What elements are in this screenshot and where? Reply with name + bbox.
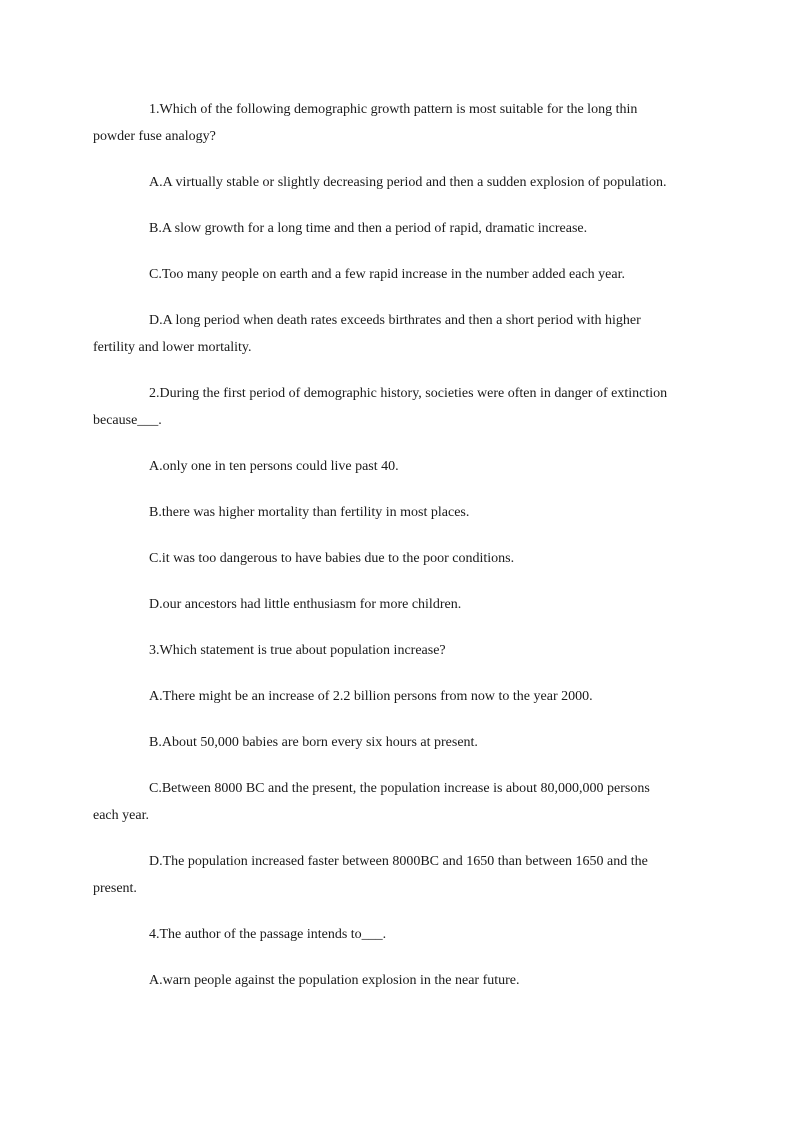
text-line: A.warn people against the population explosion in the near future.	[149, 973, 520, 988]
text-line: D.our ancestors had little enthusiasm for more children.	[149, 597, 462, 612]
text-line: each year.	[93, 808, 149, 823]
text-line: D.The population increased faster between 8000BC and 1650 than between 1650 and the	[149, 854, 648, 869]
text-line: B.there was higher mortality than fertility in most places.	[149, 505, 470, 520]
question-2	[93, 380, 681, 434]
text-line: A.only one in ten persons could live past 40.	[149, 459, 399, 474]
text-line: B.About 50,000 babies are born every six hours at present.	[149, 735, 478, 750]
question-4	[121, 921, 681, 948]
text-line: 3.Which statement is true about population increase?	[149, 643, 446, 658]
option-1b	[121, 215, 681, 242]
text-line: C.Between 8000 BC and the present, the population increase is about 80,000,000 persons	[149, 781, 650, 796]
option-3c	[93, 775, 681, 829]
text-line: fertility and lower mortality.	[93, 340, 252, 355]
text-line: C.Too many people on earth and a few rapid increase in the number added each year.	[149, 267, 625, 282]
text-line: 1.Which of the following demographic growth pattern is most suitable for the long thin	[149, 102, 638, 117]
question-1	[93, 96, 681, 150]
question-3	[121, 637, 681, 664]
option-2c	[121, 545, 681, 572]
option-2a	[121, 453, 681, 480]
option-1a	[121, 169, 681, 196]
option-3d	[93, 848, 681, 902]
text-line: A.A virtually stable or slightly decreasing period and then a sudden explosion of population.	[149, 175, 667, 190]
text-line: A.There might be an increase of 2.2 billion persons from now to the year 2000.	[149, 689, 593, 704]
text-line: powder fuse analogy?	[93, 129, 216, 144]
text-line: B.A slow growth for a long time and then a period of rapid, dramatic increase.	[149, 221, 588, 236]
option-2b	[121, 499, 681, 526]
option-2d	[121, 591, 681, 618]
text-line: because___.	[93, 413, 162, 428]
option-4a	[121, 967, 681, 994]
document-body	[93, 96, 681, 994]
text-line: 2.During the first period of demographic history, societies were often in danger of extinction	[149, 386, 668, 401]
option-3b	[121, 729, 681, 756]
option-1c	[121, 261, 681, 288]
text-line: C.it was too dangerous to have babies due to the poor conditions.	[149, 551, 515, 566]
option-3a	[121, 683, 681, 710]
text-line: D.A long period when death rates exceeds birthrates and then a short period with higher	[149, 313, 641, 328]
option-1d	[93, 307, 681, 361]
text-line: 4.The author of the passage intends to___.	[149, 927, 387, 942]
text-line: present.	[93, 881, 137, 896]
